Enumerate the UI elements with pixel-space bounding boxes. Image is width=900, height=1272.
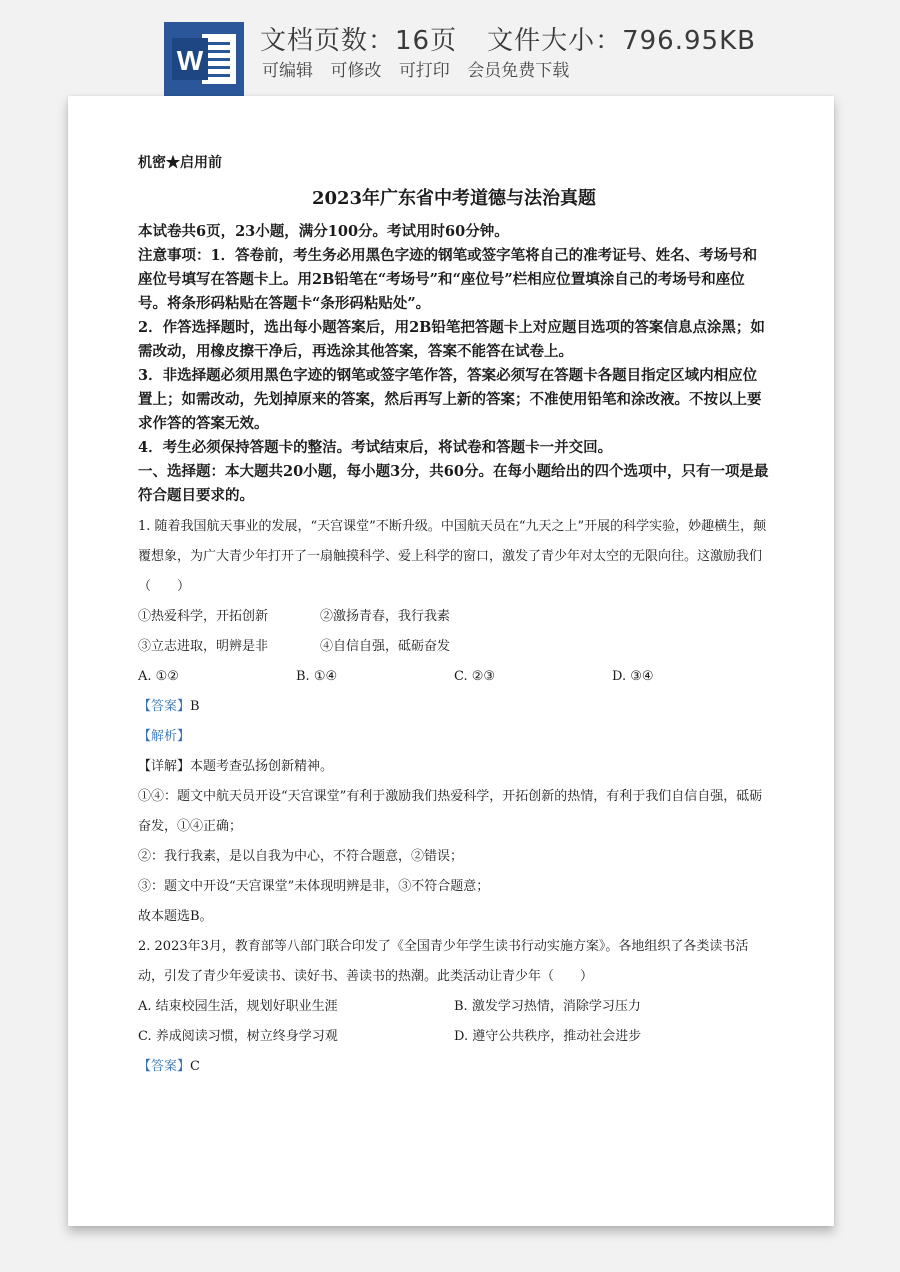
explanation-1: ①④：题文中航天员开设“天宫课堂”有利于激励我们热爱科学，开拓创新的热情，有利于我们自信自强，砥砺奋发，①④正确； (138, 789, 763, 834)
feature-list (262, 56, 581, 81)
question-2-stem: 2. 2023年3月，教育部等八部门联合印发了《全国青少年学生读书行动实施方案》。各地组织了各类读书活动，引发了青少年爱读书、读好书、善读书的热潮。此类活动让青少年（ ） (138, 939, 749, 984)
word-doc-icon (164, 22, 244, 96)
question-1-detail: 【详解】本题考查弘扬创新精神。 (138, 759, 334, 774)
statement-4: ④自信自强，砥砺奋发 (320, 639, 451, 654)
document-info-header (0, 0, 900, 96)
file-size: 文件大小：796.95KB (487, 26, 756, 56)
explanation-3: ③：题文中开设“天宫课堂”未体现明辨是非，③不符合题意； (138, 879, 490, 894)
notice-3: 3．非选择题必须用黑色字迹的钢笔或签字笔作答，答案必须写在答题卡各题目指定区域内相应位置上；如需改动，先划掉原来的答案，然后再写上新的答案；不准使用铅笔和涂改液。不按以上要求作答的答案无效。 (138, 367, 762, 432)
svg-text:W: W (176, 45, 204, 76)
option-b: B. ①④ (296, 669, 338, 684)
feature-modifiable: 可修改 (330, 61, 382, 81)
option-b: B. 激发学习热情，消除学习压力 (454, 999, 641, 1014)
option-d: D. ③④ (612, 669, 654, 684)
option-a: A. 结束校园生活，规划好职业生涯 (138, 999, 338, 1014)
page-count: 文档页数：16页 (260, 26, 458, 56)
feature-free-download: 会员免费下载 (467, 61, 570, 81)
statement-3: ③立志进取，明辨是非 (138, 639, 269, 654)
answer-value: B (190, 699, 200, 714)
question-1-statements-row1 (138, 602, 770, 632)
statement-1: ①热爱科学，开拓创新 (138, 609, 269, 624)
question-1-stem: 1. 随着我国航天事业的发展，“天宫课堂”不断升级。中国航天员在“九天之上”开展的科学实验，妙趣横生，颠覆想象，为广大青少年打开了一扇触摸科学、爱上科学的窗口，激发了青少年对太空的无限向往。这激励我们（ ） (138, 519, 767, 594)
option-d: D. 遵守公共秩序，推动社会进步 (454, 1029, 642, 1044)
question-1-options (138, 662, 770, 692)
page-content (138, 152, 770, 1082)
notice-1: 注意事项：1．答卷前，考生务必用黑色字迹的钢笔或签字笔将自己的准考证号、姓名、考场号和座位号填写在答题卡上。用2B铅笔在“考场号”和“座位号”栏相应位置填涂自己的考场号和座位号。将条形码粘贴在答题卡“条形码粘贴处”。 (138, 247, 758, 312)
question-1-analysis (138, 722, 770, 752)
option-a: A. ①② (138, 669, 179, 684)
confidential-mark: 机密★启用前 (138, 155, 222, 171)
option-c: C. ②③ (454, 669, 496, 684)
question-2-options-row1 (138, 992, 770, 1022)
answer-tag: 【答案】 (138, 1059, 191, 1074)
option-c: C. 养成阅读习惯，树立终身学习观 (138, 1029, 338, 1044)
document-meta (260, 20, 756, 57)
notice-2: 2．作答选择题时，选出每小题答案后，用2B铅笔把答题卡上对应题目选项的答案信息点涂黑；如需改动，用橡皮擦干净后，再选涂其他答案，答案不能答在试卷上。 (138, 319, 765, 360)
question-1-answer (138, 692, 770, 722)
question-2-options-row2 (138, 1022, 770, 1052)
statement-2: ②激扬青春，我行我素 (320, 609, 451, 624)
answer-tag: 【答案】 (138, 699, 191, 714)
question-1-conclusion: 故本题选B。 (138, 909, 213, 924)
analysis-tag: 【解析】 (138, 729, 191, 744)
section-heading: 一、选择题：本大题共20小题，每小题3分，共60分。在每小题给出的四个选项中，只有一项是最符合题目要求的。 (138, 463, 769, 504)
explanation-2: ②：我行我素，是以自我为中心，不符合题意，②错误； (138, 849, 464, 864)
answer-value: C (190, 1059, 200, 1074)
exam-info: 本试卷共6页，23小题，满分100分。考试用时60分钟。 (138, 223, 509, 240)
notice-4: 4．考生必须保持答题卡的整洁。考试结束后，将试卷和答题卡一并交回。 (138, 439, 613, 456)
feature-editable: 可编辑 (262, 61, 313, 81)
question-1-statements-row2 (138, 632, 770, 662)
document-page (68, 96, 834, 1226)
page-title: 2023年广东省中考道德与法治真题 (311, 188, 597, 209)
question-2-answer (138, 1052, 770, 1082)
feature-printable: 可打印 (398, 61, 450, 81)
